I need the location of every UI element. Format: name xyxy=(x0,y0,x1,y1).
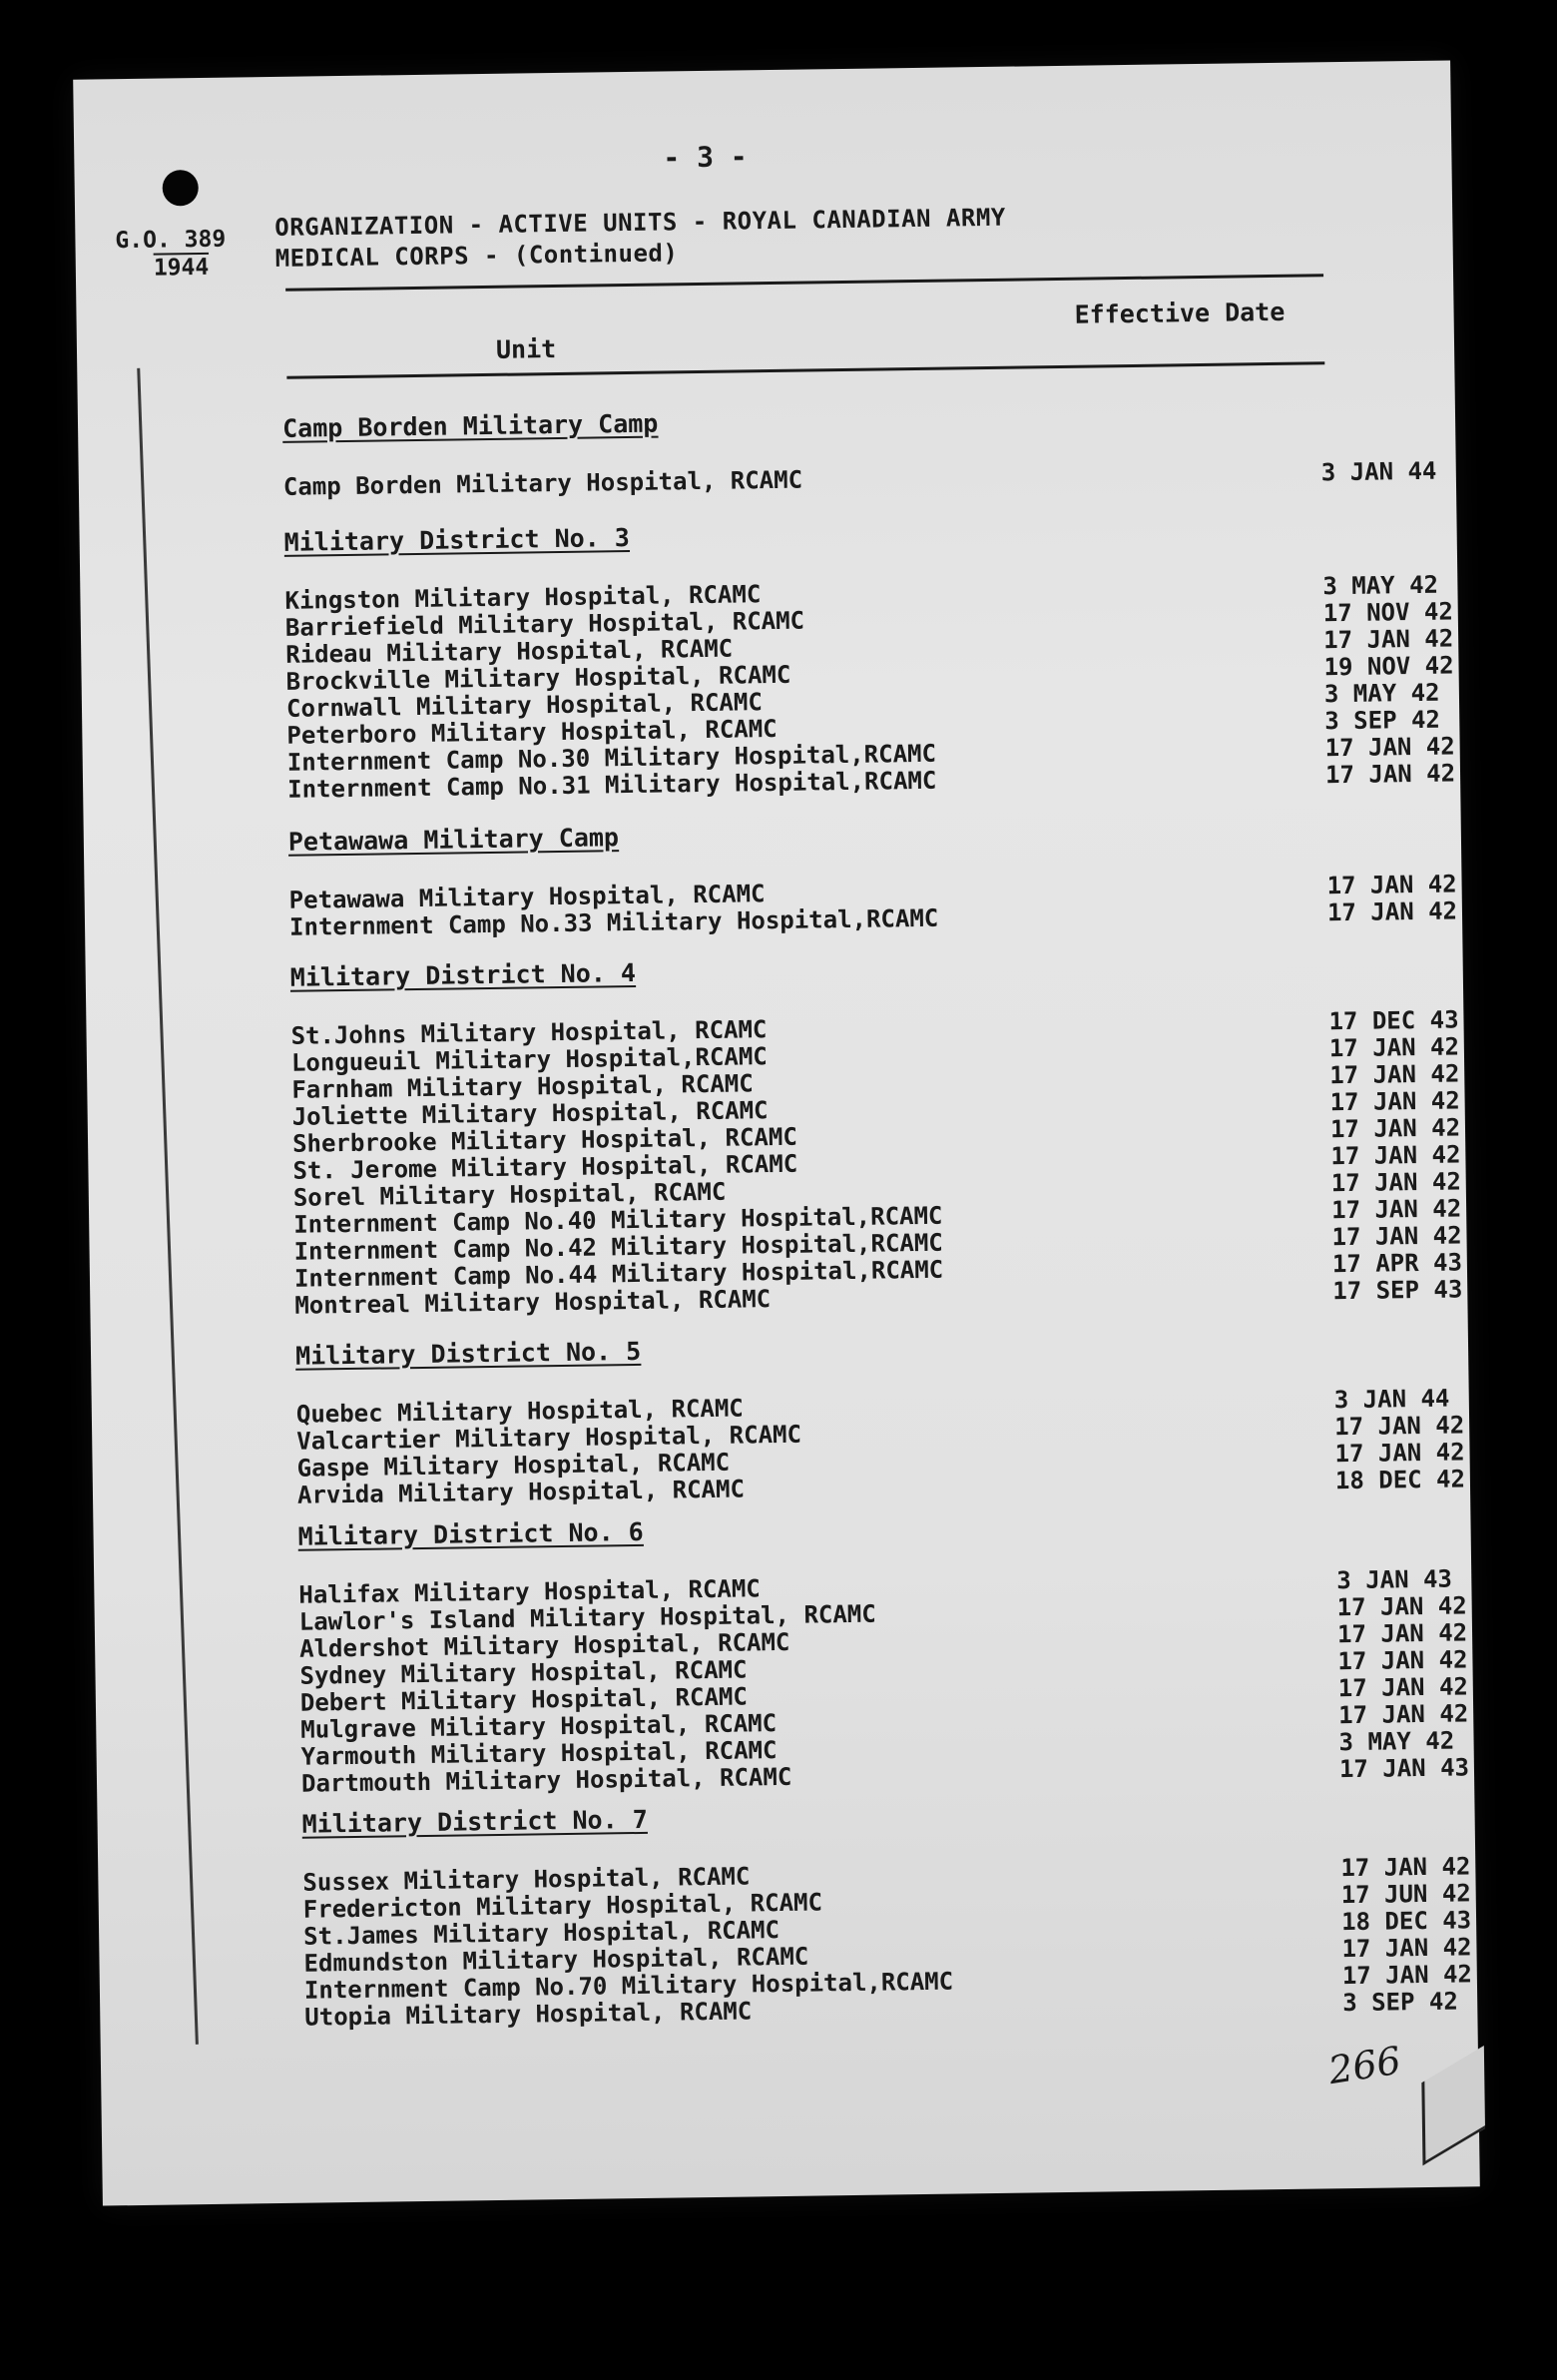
effective-date: 17 SEP 43 xyxy=(1332,1275,1463,1306)
effective-date: 17 JAN 42 xyxy=(1326,870,1457,900)
effective-date: 17 JAN 42 xyxy=(1330,1194,1462,1225)
effective-date: 17 JAN 42 xyxy=(1330,1167,1461,1198)
section-title: Camp Borden Military Camp xyxy=(281,408,659,443)
effective-date: 18 DEC 43 xyxy=(1340,1906,1472,1937)
effective-date: 17 JAN 42 xyxy=(1337,1645,1468,1676)
section-title: Military District No. 7 xyxy=(301,1804,648,1839)
unit-name: Sydney Military Hospital, RCAMC xyxy=(299,1655,748,1690)
unit-name: Dartmouth Military Hospital, RCAMC xyxy=(300,1762,792,1798)
unit-name: Rideau Military Hospital, RCAMC xyxy=(285,634,734,669)
section-title: Military District No. 3 xyxy=(283,522,631,557)
unit-name: St.James Military Hospital, RCAMC xyxy=(302,1916,780,1951)
unit-name: Montreal Military Hospital, RCAMC xyxy=(294,1285,772,1320)
unit-name: Joliette Military Hospital, RCAMC xyxy=(291,1096,769,1131)
effective-date: 17 JAN 42 xyxy=(1336,1591,1467,1622)
unit-name: St.Johns Military Hospital, RCAMC xyxy=(290,1015,768,1050)
unit-name: Peterboro Military Hospital, RCAMC xyxy=(286,714,778,750)
unit-name: Quebec Military Hospital, RCAMC xyxy=(295,1394,744,1429)
unit-name: Internment Camp No.40 Military Hospital,RCAMC xyxy=(293,1201,943,1239)
section-title: Petawawa Military Camp xyxy=(287,823,620,857)
general-order-ref xyxy=(115,226,227,284)
section-1 xyxy=(283,511,1485,803)
unit-name: Utopia Military Hospital, RCAMC xyxy=(304,1997,753,2032)
effective-date: 17 JAN 42 xyxy=(1329,1086,1460,1117)
effective-date: 17 JAN 42 xyxy=(1341,1960,1473,1991)
unit-name: Internment Camp No.44 Military Hospital,RCAMC xyxy=(293,1255,944,1293)
effective-date: 17 DEC 43 xyxy=(1328,1005,1459,1036)
general-order-number: G.O. 389 xyxy=(115,226,227,255)
section-5 xyxy=(297,1505,1499,1797)
unit-name: Fredericton Military Hospital, RCAMC xyxy=(302,1888,823,1924)
effective-date: 3 MAY 42 xyxy=(1338,1726,1455,1757)
effective-date: 17 JAN 42 xyxy=(1329,1059,1460,1090)
document-page xyxy=(73,60,1480,2205)
effective-date: 18 DEC 42 xyxy=(1334,1465,1466,1495)
section-0 xyxy=(282,397,1481,500)
effective-date: 17 JAN 42 xyxy=(1336,1618,1468,1649)
effective-date: 17 JAN 42 xyxy=(1328,1032,1460,1063)
section-title: Military District No. 6 xyxy=(297,1516,644,1551)
header-rule-top xyxy=(285,274,1323,292)
unit-name: Valcartier Military Hospital, RCAMC xyxy=(296,1420,802,1456)
effective-date: 19 NOV 42 xyxy=(1323,651,1454,682)
unit-name: Internment Camp No.31 Military Hospital,RCAMC xyxy=(286,766,937,804)
effective-date: 17 APR 43 xyxy=(1331,1248,1463,1279)
unit-name: Debert Military Hospital, RCAMC xyxy=(299,1682,749,1717)
unit-name: Barriefield Military Hospital, RCAMC xyxy=(284,606,805,642)
unit-name: Brockville Military Hospital, RCAMC xyxy=(285,660,791,696)
effective-date: 17 JAN 42 xyxy=(1333,1411,1465,1442)
margin-line xyxy=(137,368,199,2045)
section-6 xyxy=(301,1793,1502,2031)
effective-date: 3 JAN 44 xyxy=(1320,456,1437,487)
effective-date: 17 JAN 42 xyxy=(1341,1933,1472,1964)
column-header-unit: Unit xyxy=(495,334,557,364)
title-line-2: MEDICAL CORPS - (Continued) xyxy=(274,239,679,273)
effective-date: 17 JAN 42 xyxy=(1330,1140,1461,1171)
effective-date: 17 JAN 42 xyxy=(1338,1699,1469,1730)
unit-name: Petawawa Military Hospital, RCAMC xyxy=(288,880,766,914)
folded-corner xyxy=(1421,2046,1485,2165)
unit-name: Sussex Military Hospital, RCAMC xyxy=(302,1862,751,1897)
effective-date: 17 JAN 42 xyxy=(1331,1221,1462,1252)
effective-date: 17 JAN 42 xyxy=(1324,732,1455,763)
unit-name: Lawlor's Island Military Hospital, RCAMC xyxy=(298,1599,876,1636)
unit-name: Edmundston Military Hospital, RCAMC xyxy=(303,1942,809,1978)
header-rule-bottom xyxy=(286,361,1324,379)
section-3 xyxy=(290,946,1493,1319)
unit-name: St. Jerome Military Hospital, RCAMC xyxy=(292,1149,798,1185)
section-title: Military District No. 5 xyxy=(294,1336,642,1371)
punch-hole xyxy=(162,170,198,206)
unit-name: Internment Camp No.30 Military Hospital,RCAMC xyxy=(286,739,937,777)
unit-name: Camp Borden Military Hospital, RCAMC xyxy=(282,465,803,501)
unit-name: Yarmouth Military Hospital, RCAMC xyxy=(300,1736,778,1771)
effective-date: 17 JAN 42 xyxy=(1329,1113,1461,1144)
effective-date: 17 JAN 42 xyxy=(1324,759,1456,790)
unit-name: Kingston Military Hospital, RCAMC xyxy=(284,580,762,615)
effective-date: 17 JAN 42 xyxy=(1326,896,1458,927)
section-2 xyxy=(288,811,1487,940)
unit-name: Arvida Military Hospital, RCAMC xyxy=(296,1475,746,1509)
handwritten-page-note: 266 xyxy=(1325,2038,1404,2093)
effective-date: 17 JAN 42 xyxy=(1340,1852,1471,1883)
unit-row xyxy=(283,456,1481,500)
effective-date: 3 JAN 44 xyxy=(1333,1384,1450,1415)
effective-date: 17 NOV 42 xyxy=(1322,597,1454,628)
section-title: Military District No. 4 xyxy=(289,957,637,992)
unit-name: Internment Camp No.42 Military Hospital,RCAMC xyxy=(293,1228,943,1266)
unit-name: Gaspe Military Hospital, RCAMC xyxy=(296,1448,731,1483)
document-title xyxy=(274,198,1373,275)
unit-name: Farnham Military Hospital, RCAMC xyxy=(291,1069,754,1104)
effective-date: 17 JAN 43 xyxy=(1338,1753,1470,1784)
effective-date: 3 SEP 42 xyxy=(1324,705,1441,736)
unit-name: Internment Camp No.33 Military Hospital,RCAMC xyxy=(288,903,939,941)
unit-name: Cornwall Military Hospital, RCAMC xyxy=(285,688,763,723)
effective-date: 3 JAN 43 xyxy=(1336,1564,1453,1595)
page-number: - 3 - xyxy=(663,140,748,175)
unit-name: Mulgrave Military Hospital, RCAMC xyxy=(300,1709,778,1744)
unit-name: Sorel Military Hospital, RCAMC xyxy=(292,1177,727,1212)
effective-date: 3 MAY 42 xyxy=(1322,570,1439,601)
column-header-date: Effective Date xyxy=(1074,297,1286,329)
effective-date: 17 JAN 42 xyxy=(1337,1672,1469,1703)
general-order-year: 1944 xyxy=(153,254,210,282)
effective-date: 17 JAN 42 xyxy=(1322,624,1454,655)
effective-date: 3 MAY 42 xyxy=(1323,678,1440,709)
unit-name: Aldershot Military Hospital, RCAMC xyxy=(298,1627,790,1663)
unit-name: Sherbrooke Military Hospital, RCAMC xyxy=(291,1122,797,1158)
unit-name: Longueuil Military Hospital,RCAMC xyxy=(290,1042,768,1077)
effective-date: 17 JAN 42 xyxy=(1334,1438,1465,1469)
effective-date: 3 SEP 42 xyxy=(1342,1987,1458,2018)
effective-date: 17 JUN 42 xyxy=(1340,1879,1471,1910)
unit-name: Halifax Military Hospital, RCAMC xyxy=(298,1574,761,1609)
section-4 xyxy=(295,1325,1495,1508)
title-line-1: ORGANIZATION - ACTIVE UNITS - ROYAL CANADIAN ARMY xyxy=(274,203,1006,242)
unit-name: Internment Camp No.70 Military Hospital,RCAMC xyxy=(303,1967,954,2005)
